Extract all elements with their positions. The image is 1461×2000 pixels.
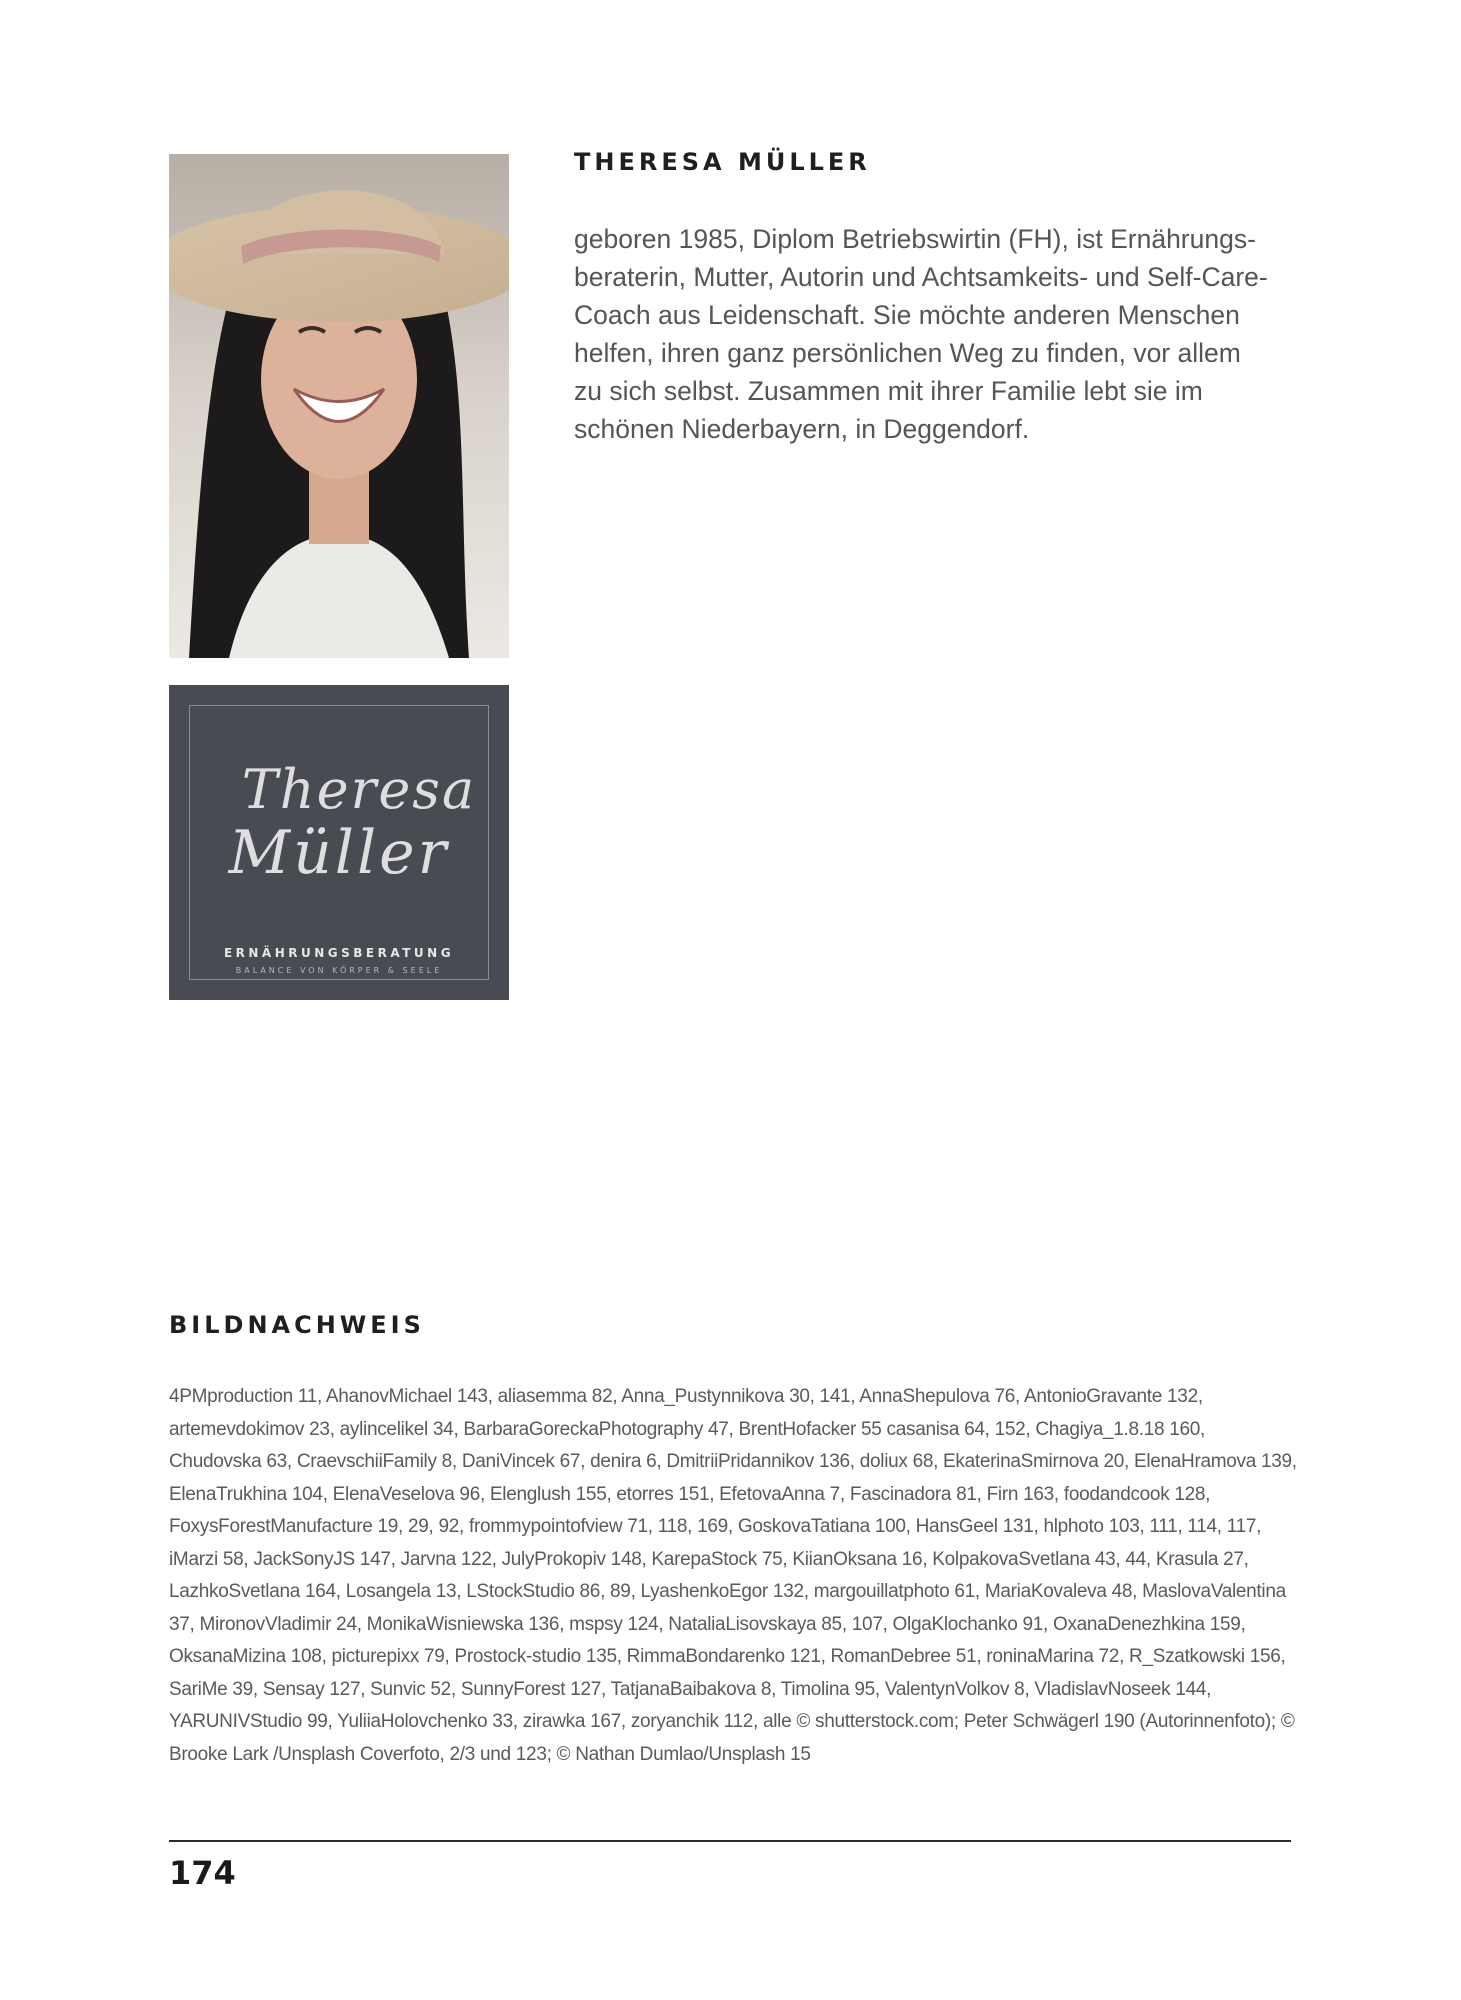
brand-logo	[169, 685, 509, 1000]
credits-heading: BILDNACHWEIS	[169, 1311, 425, 1339]
logo-tagline: BALANCE VON KÖRPER & SEELE	[235, 966, 443, 975]
portrait-photo-icon	[169, 154, 509, 658]
author-bio: geboren 1985, Diplom Betriebswirtin (FH), ist Ernährungs-beraterin, Mutter, Autorin und Achtsamkeits- und Self-Care-Coach aus Leidenschaft. Sie möchte anderen Menschen helfen, ihren ganz persönlichen Weg zu finden, vor allem zu sich selbst. Zusammen mit ihrer Familie lebt sie im schönen Niederbayern, in Deggendorf.	[574, 224, 1268, 444]
logo-script-last-name: Müller	[228, 818, 450, 888]
footer-divider	[169, 1840, 1291, 1842]
author-name: THERESA MÜLLER	[574, 148, 871, 176]
logo-subtitle: ERNÄHRUNGSBERATUNG	[223, 946, 455, 960]
page-number: 174	[169, 1854, 236, 1892]
credits-text: 4PMproduction 11, AhanovMichael 143, aliasemma 82, Anna_Pustynnikova 30, 141, AnnaShepulova 76, AntonioGravante 132, artemevdokimov 23, aylincelikel 34, BarbaraGoreckaPhotography 47, BrentHofacker 55 casanisa 64, 152, Chagiya_1.8.18 160, Chudovska 63, CraevschiiFamily 8, DaniVincek 67, denira 6, DmitriiPridannikov 136, doliux 68, EkaterinaSmirnova 20, ElenaHramova 139, ElenaTrukhina 104, ElenaVeselova 96, Elenglush 155, etorres 151, EfetovaAnna 7, Fascinadora 81, Firn 163, foodandcook 128, FoxysForestManufacture 19, 29, 92, frommypointofview 71, 118, 169, GoskovaTatiana 100, HansGeel 131, hlphoto 103, 111, 114, 117, iMarzi 58, JackSonyJS 147, Jarvna 122, JulyProkopiv 148, KarepaStock 75, KiianOksana 16, KolpakovaSvetlana 43, 44, Krasula 27, LazhkoSvetlana 164, Losangela 13, LStockStudio 86, 89, LyashenkoEgor 132, margouillatphoto 61, MariaKovaleva 48, MaslovaValentina 37, MironovVladimir 24, MonikaWisniewska 136, mspsy 124, NataliaLisovskaya 85, 107, OlgaKlochanko 91, OxanaDenezhkina 159, OksanaMizina 108, picturepixx 79, Prostock-studio 135, RimmaBondarenko 121, RomanDebree 51, roninaMarina 72, R_Szatkowski 156, SariMe 39, Sensay 127, Sunvic 52, SunnyForest 127, TatjanaBaibakova 8, Timolina 95, ValentynVolkov 8, VladislavNoseek 144, YARUNIVStudio 99, YuliiaHolovchenko 33, zirawka 167, zoryanchik 112, alle © shutterstock.com; Peter Schwägerl 190 (Autorinnenfoto); © Brooke Lark /Unsplash Coverfoto, 2/3 und 123; © Nathan Dumlao/Unsplash 15	[169, 1386, 1297, 1765]
logo-script-first-name: Theresa	[241, 758, 477, 821]
logo-frame	[189, 705, 489, 980]
author-photo	[169, 154, 509, 658]
